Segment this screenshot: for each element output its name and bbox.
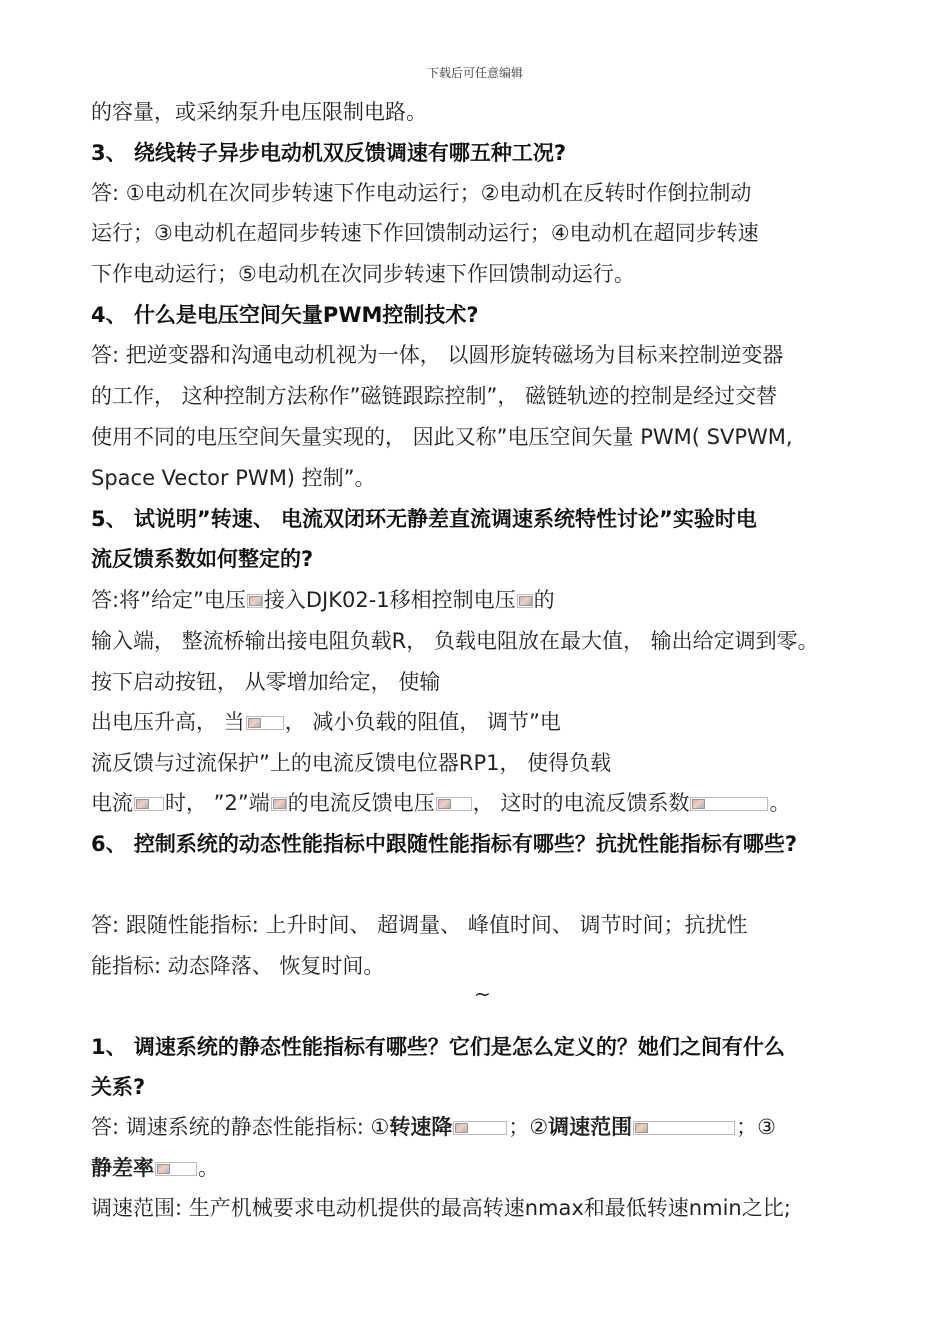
text-span: 时， ”2”端 [165,791,270,815]
formula-image [690,797,768,811]
question-6: 6、 控制系统的动态性能指标中跟随性能指标有哪些？抗扰性能指标有哪些? [91,832,798,856]
question-5-line-1: 5、 试说明”转速、 电流双闭环无静差直流调速系统特性讨论”实验时电 [91,507,757,531]
answer-5-line-1 [91,586,555,614]
answer-6-line-1: 答: 跟随性能指标: 上升时间、 超调量、 峰值时间、 调节时间；抗扰性 [91,913,748,937]
question-1-line-1: 1、 调速系统的静态性能指标有哪些？它们是怎么定义的？她们之间有什么 [91,1035,785,1059]
separator-tilde: ~ [474,982,491,1006]
question-3: 3、 绕线转子异步电动机双反馈调速有哪五种工况? [91,141,567,165]
text-span: 答:将”给定”电压 [91,588,246,612]
text-span: ；③ [736,1115,776,1139]
formula-image [246,716,284,730]
text-span: 出电压升高， 当 [91,710,245,734]
answer-3-line-3: 下作电动运行；⑤电动机在次同步转速下作回馈制动运行。 [91,262,635,286]
answer-1-line-3: 调速范围: 生产机械要求电动机提供的最高转速nmax和最低转速nmin之比; [91,1196,791,1220]
answer-4-line-3: 使用不同的电压空间矢量实现的， 因此又称”电压空间矢量 PWM( SVPWM, [91,425,793,449]
formula-image [155,1162,197,1176]
answer-5-line-4 [91,708,561,736]
text-span: 电流 [91,791,133,815]
answer-5-line-6 [91,789,790,817]
formula-image [436,797,472,811]
text-line: 的容量，或采纳泵升电压限制电路。 [91,100,427,124]
text-span: 。 [198,1156,219,1180]
formula-image [134,797,164,811]
answer-6-line-2: 能指标: 动态降落、 恢复时间。 [91,954,385,978]
formula-image [453,1121,507,1135]
text-span: 接入DJK02-1移相控制电压 [263,588,516,612]
formula-image [247,594,263,608]
answer-5-line-5: 流反馈与过流保护”上的电流反馈电位器RP1， 使得负载 [91,751,612,775]
page-header: 下载后可任意编辑 [426,66,523,80]
answer-4-line-2: 的工作， 这种控制方法称作”磁链跟踪控制”， 磁链轨迹的控制是经过交替 [91,384,778,408]
answer-4-line-1: 答: 把逆变器和沟通电动机视为一体， 以圆形旋转磁场为目标来控制逆变器 [91,343,784,367]
term-speed-drop: 转速降 [389,1115,453,1139]
answer-1-line-1 [91,1113,776,1141]
answer-3-line-2: 运行；③电动机在超同步转速下作回馈制动运行；④电动机在超同步转速 [91,221,759,245]
term-static-error-rate: 静差率 [91,1156,154,1180]
text-span: 的电流反馈电压 [287,791,435,815]
question-1-line-2: 关系? [91,1075,146,1099]
text-span: ；② [508,1115,549,1139]
answer-3-line-1: 答: ①电动机在次同步转速下作电动运行；②电动机在反转时作倒拉制动 [91,181,752,205]
term-speed-range: 调速范围 [548,1115,633,1139]
formula-image [517,594,533,608]
text-span: ， 这时的电流反馈系数 [472,791,690,815]
answer-5-line-3: 按下启动按钮， 从零增加给定， 使输 [91,670,441,694]
formula-image [633,1121,735,1135]
answer-4-line-4: Space Vector PWM) 控制”。 [91,466,376,490]
answer-5-line-2: 输入端， 整流桥输出接电阻负载R， 负载电阻放在最大值， 输出给定调到零。 [91,629,819,653]
question-4: 4、 什么是电压空间矢量PWM控制技术? [91,303,479,327]
text-span: 。 [769,791,791,815]
question-5-line-2: 流反馈系数如何整定的? [91,547,314,571]
text-span: 答: 调速系统的静态性能指标: ① [91,1115,390,1139]
formula-image [271,797,287,811]
text-span: ， 减小负载的阻值， 调节”电 [284,710,561,734]
answer-1-line-2 [91,1154,219,1182]
text-span: 的 [533,588,555,612]
